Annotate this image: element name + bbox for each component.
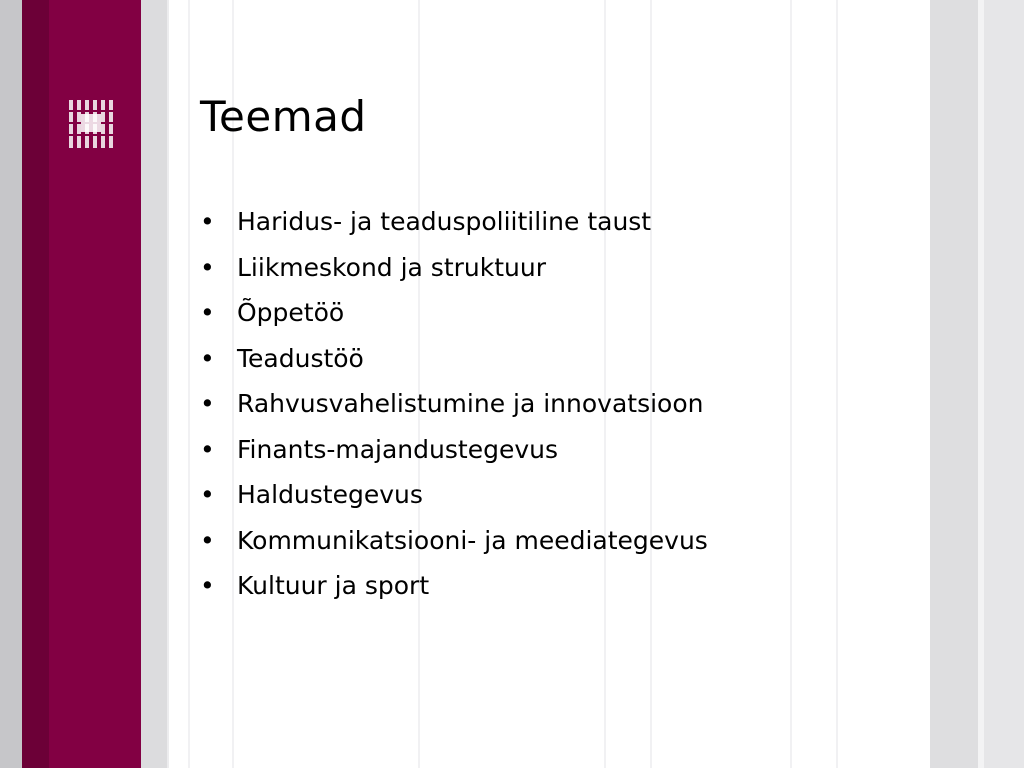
bullet-icon: • (200, 571, 215, 600)
guide-line (188, 0, 190, 768)
list-item (200, 340, 708, 386)
bullet-icon: • (200, 480, 215, 509)
bullet-icon: • (200, 389, 215, 418)
slide-title: Teemad (200, 92, 367, 141)
list-item-text: Kommunikatsiooni- ja meediategevus (237, 525, 708, 555)
list-item-text: Haldustegevus (237, 480, 423, 509)
list-item-text: Teadustöö (237, 343, 364, 373)
bullet-icon: • (200, 252, 215, 282)
left-divider-line (167, 0, 169, 768)
bullet-icon: • (200, 525, 215, 555)
list-item-text: Kultuur ja sport (237, 571, 430, 600)
list-item (200, 431, 708, 477)
list-item (200, 522, 708, 568)
list-item (200, 385, 708, 431)
list-item (200, 567, 708, 613)
list-item (200, 294, 708, 340)
right-grey-band (930, 0, 978, 768)
right-grey-band-outer (984, 0, 1024, 768)
guide-line (836, 0, 838, 768)
left-light-band (141, 0, 167, 768)
list-item (200, 203, 708, 249)
bullet-icon: • (200, 434, 215, 464)
bullet-icon: • (200, 298, 215, 327)
columns-logo-icon (67, 100, 119, 148)
list-item-text: Rahvusvahelistumine ja innovatsioon (237, 389, 704, 418)
list-item (200, 476, 708, 522)
bullet-icon: • (200, 343, 215, 373)
topic-list (200, 203, 708, 613)
left-grey-band (0, 0, 22, 768)
list-item-text: Haridus- ja teaduspoliitiline taust (237, 207, 652, 236)
list-item-text: Liikmeskond ja struktuur (237, 252, 547, 282)
list-item (200, 249, 708, 295)
bullet-icon: • (200, 207, 215, 236)
list-item-text: Finants-majandustegevus (237, 434, 558, 464)
left-dark-band (22, 0, 49, 768)
guide-line (790, 0, 792, 768)
list-item-text: Õppetöö (237, 298, 345, 327)
